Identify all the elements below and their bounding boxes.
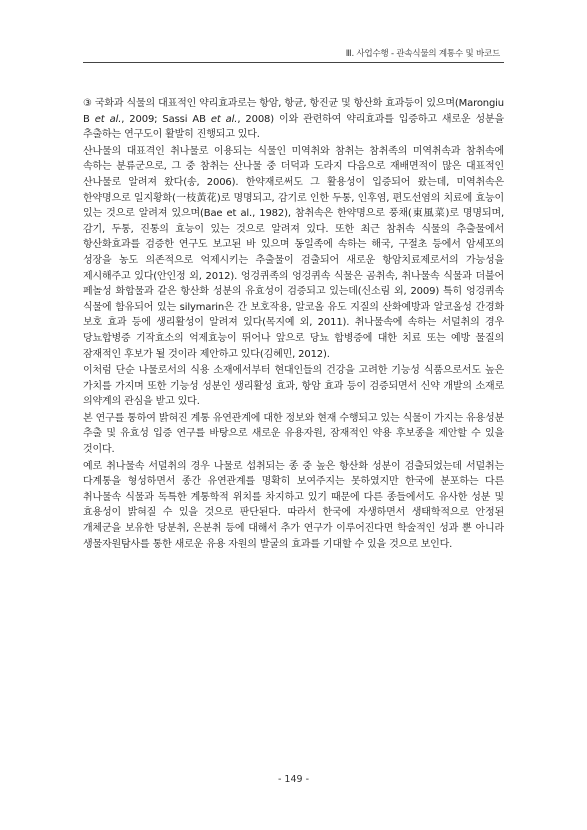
paragraph-3: 이처럼 단순 나물로서의 식용 소재에서부터 현대인들의 건강을 고려한 기능성 식품으로서도 높은 가치를 가지며 또한 기능성 성분인 생리활성 효과, 항암 효과 등이 검증되면서 신약 개발의 소재로 의약계의 관심을 받고 있다. — [83, 365, 504, 408]
paragraph-4: 본 연구를 통하여 밝혀진 계통 유연관계에 대한 정보와 현재 수행되고 있는 식물이 가지는 유용성분 추출 및 유효성 입증 연구를 바탕으로 새로운 유용자원, 잠재적인 약용 후보종을 제안할 수 있을 것이다. — [83, 412, 504, 456]
body-text — [83, 96, 504, 553]
running-header: Ⅲ. 사업수행 - 관속식물의 계통수 및 바코드 — [345, 49, 500, 59]
italic-et-al-1: et al. — [94, 113, 122, 125]
italic-et-al-2: et al. — [210, 113, 238, 125]
paragraph-1-part-c: , 2008) 이와 관련하여 약리효과를 입증하고 새로운 성분을 추출하는 연구도이 활발히 진행되고 있다. — [83, 113, 505, 141]
paragraph-5: 예로 취나물속 서덜취의 경우 나물로 섭취되는 종 중 높은 항산화 성분이 검출되었는데 서덜취는 다계통을 형성하면서 종간 유연관계를 명확히 보여주지는 못하였지만 한국에 분포하는 다른 취나물속 식물과 독특한 계통학적 위치를 차지하고 있기 때문에 다른 종들에서도 유사한 성분 및 효용성이 밝혀질 수 있을 것으로 판단된다. 따라서 한국에 자생하면서 생태학적으로 안정된 개체군을 보유한 당분취, 은분취 등에 대해서 추가 연구가 이루어진다면 학술적인 성과 뿐 아니라 생물자원탐사를 통한 새로운 유용 자원의 발굴의 효과를 기대할 수 있을 것으로 보인다. — [83, 460, 504, 550]
paragraph-2: 산나물의 대표격인 취나물로 이용되는 식물인 미역취와 참취는 참취족의 미역취속과 참취속에 속하는 분류군으로, 그 중 참취는 산나물 중 더덕과 도라지 다음으로 재배면적이 많은 대표적인 산나물로 알려져 왔다(송, 2006). 한약재로써도 그 활용성이 입증되어 왔는데, 미역취속은 한약명으로 일지황화(一枝黃花)로 명명되고, 감기로 인한 두통, 인후염, 편도선염의 치료에 효능이 있는 것으로 알려져 있으며(Bae et al., 1982), 참취속은 한약명으로 풍채(東風菜)로 명명되며, 감기, 두통, 진통의 효능이 있는 것으로 알려져 있다. 또한 최근 참취속 식물의 추출물에서 항산화효과를 검증한 연구도 보고된 바 있으며 동일족에 속하는 해국, 구절초 등에서 암세포의 성장을 농도 의존적으로 억제시키는 추출물이 검출되어 새로운 항암치료제로서의 가능성을 제시해주고 있다(안인정 외, 2012). 엉겅퀴족의 엉겅퀴속 식물은 곰취속, 취나물속 식물과 더불어 페놀성 화합물과 같은 항산화 성분의 유효성이 검증되고 있는데(신소림 외, 2009) 특히 엉겅퀴속 식물에 함유되어 있는 silymarin은 간 보호작용, 알코올 유도 지질의 산화예방과 알코올성 간경화 보호 효과 등에 생리활성이 알려져 있다(목지예 외, 2011). 취나물속에 속하는 서덜취의 경우 당뇨합병증 기작효소의 억제효능이 뛰어나 앞으로 당뇨 합병증에 대한 치료 또는 예방 물질의 잠재적인 후보가 될 것이라 제안하고 있다(김혜민, 2012). — [83, 145, 504, 360]
header-divider — [83, 62, 504, 63]
paragraph-1-part-a: ③ 국화과 식물의 대표적인 약리효과로는 항암, 항균, 항진균 및 항산화 효과등이 있으며(Marongiu B — [83, 98, 504, 125]
paragraph-1 — [83, 96, 504, 143]
paragraph-1-part-b: , 2009; Sassi AB — [121, 113, 211, 125]
page-number: - 149 - — [277, 774, 310, 785]
